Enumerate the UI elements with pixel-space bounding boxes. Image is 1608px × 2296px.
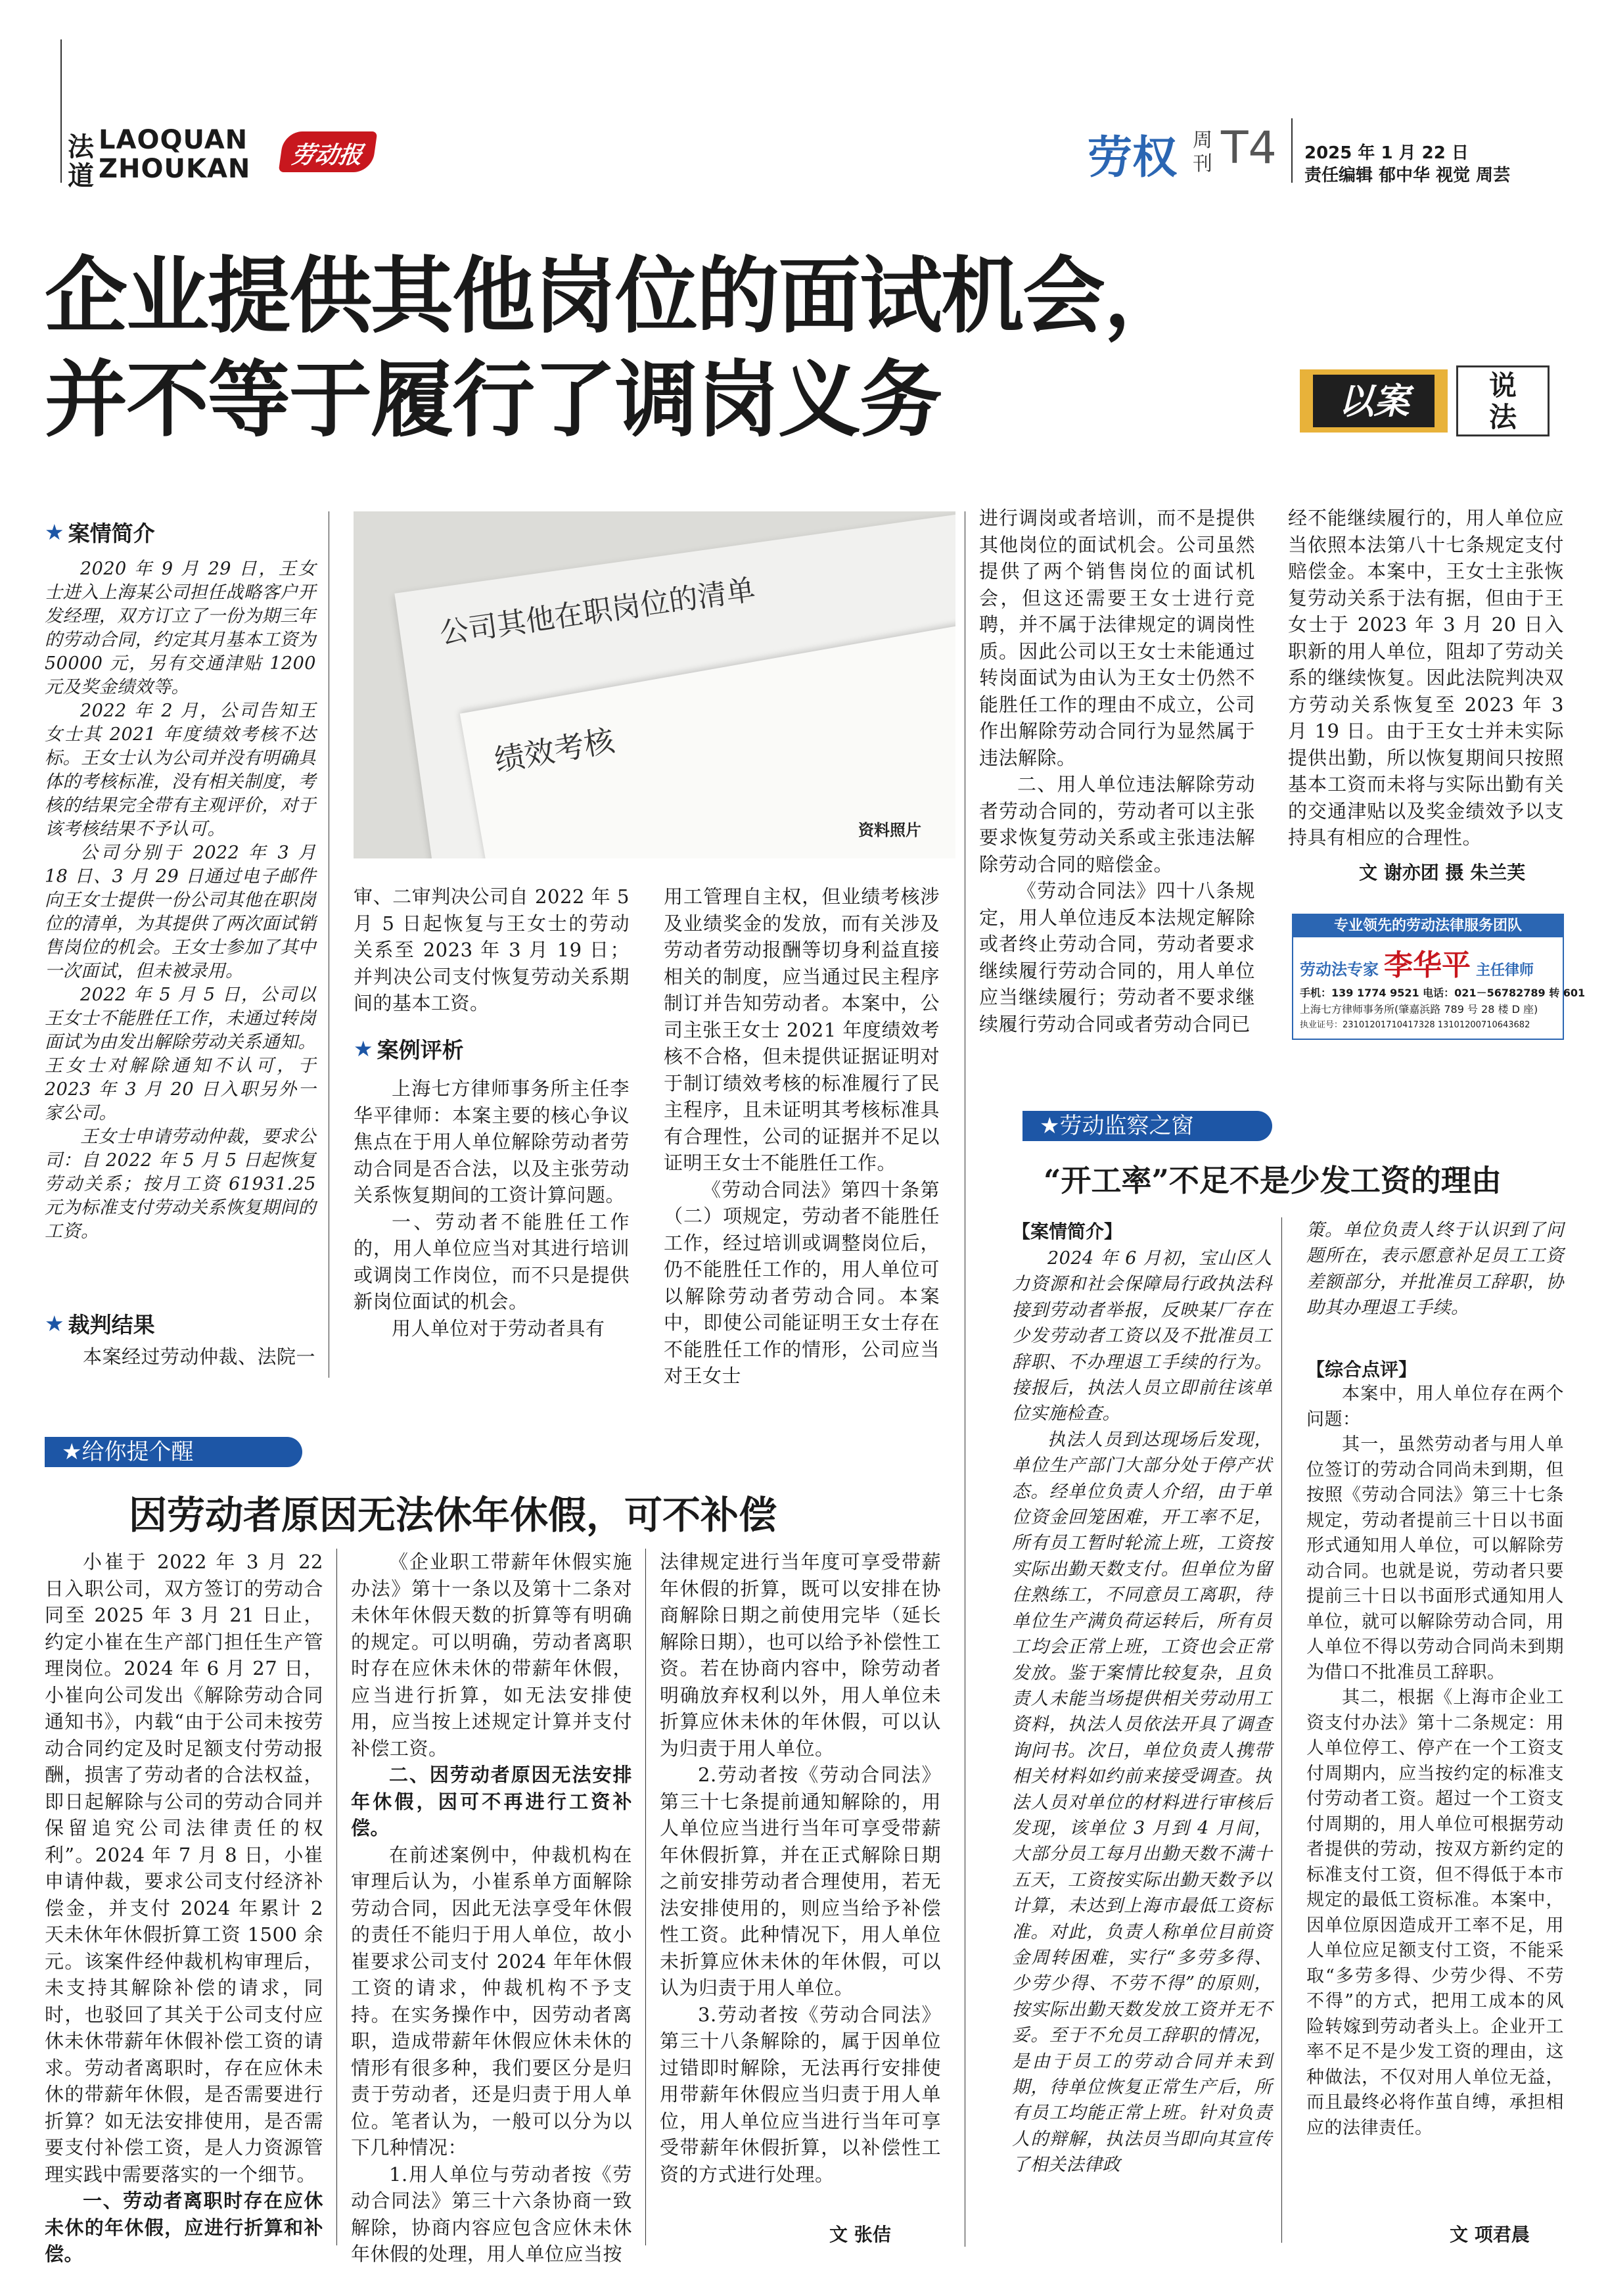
- story3-para: 3.劳动者按《劳动合同法》第三十八条解除的，属于因单位过错即时解除，无法再行安排使用带薪年休假应当归责于用人单位，用人单位应当进行当年可享受带薪年休假折算，以补偿性工资的方式进行处理。: [660, 2003, 941, 2186]
- story3-title: 因劳动者原因无法休年休假，可不补偿: [129, 1493, 777, 1537]
- story1-para: 经不能继续履行的，用人单位应当依照本法第八十七条规定支付赔偿金。本案中，王女士主张恢复劳动关系于法有据，但由于王女士于 2023 年 3 月 20 日入职新的用人单位，阻却了劳动关系的继续恢复。因此法院判决双方劳动关系恢复至 2023 年 3 月 19 日。由于王女士并未实际提供出勤，所以恢复期间只按照基本工资而未将与实际出勤有关的交通津贴以及奖金绩效予以支持具有相应的合理性。: [1288, 507, 1564, 849]
- story3-byline: 文 张佶: [829, 2224, 891, 2245]
- story2-title: “开工率”不足不是少发工资的理由: [1044, 1163, 1502, 1198]
- story3-subhead: 一、劳动者离职时存在应休未休的年休假，应进行折算和补偿。: [45, 2190, 323, 2265]
- story3-col3: [660, 1549, 941, 2188]
- newspaper-logo-text: 劳动报: [289, 141, 365, 169]
- masthead-dao: 道: [68, 161, 94, 191]
- story1-col2: [354, 883, 630, 1017]
- masthead-left-rule: [60, 39, 62, 183]
- column-badge: [1300, 365, 1550, 436]
- section-bar-reminder: ★给你提个醒: [45, 1437, 302, 1467]
- story1-para: 《劳动合同法》第四十条第（二）项规定，劳动者不能胜任工作，经过培训或调整岗位后，仍不能胜任工作的，用人单位可以解除劳动者劳动合同。本案中，即使公司能证明王女士存在不能胜任工作的情形，公司应当对王女士: [664, 1178, 940, 1387]
- story2-byline: 文 项君晨: [1450, 2224, 1530, 2245]
- star-icon: ★: [45, 1311, 64, 1336]
- section-case-summary-title: 案情简介: [68, 521, 155, 546]
- masthead-fa: 法: [68, 132, 94, 162]
- photo-paper2-text: 绩效考核: [492, 722, 617, 779]
- story1-para: 一、劳动者不能胜任工作的，用人单位应当对其进行培训或调岗工作岗位，而不只是提供新岗位面试的机会。: [354, 1210, 630, 1313]
- badge-right-top: 说: [1488, 369, 1517, 402]
- star-icon: ★: [45, 519, 64, 545]
- badge-left-text: 以案: [1338, 380, 1410, 422]
- story2-para: 其一，虽然劳动者与用人单位签订的劳动合同尚未到期，但按照《劳动合同法》第三十七条规定，劳动者提前三十日以书面形式通知用人单位，可以解除劳动合同。也就是说，劳动者只要提前三十日以书面形式通知用人单位，就可以解除劳动合同，用人单位不得以劳动合同尚未到期为借口不批准员工辞职。: [1306, 1434, 1564, 1683]
- section-analysis-title: 案例评析: [377, 1037, 464, 1063]
- ad-license: 执业证号：23101201710417328 13101200710643682: [1300, 1020, 1530, 1030]
- story2-heading-case: 【案情简介】: [1012, 1221, 1123, 1242]
- story1-para: 2020 年 9 月 29 日，王女士进入上海某公司担任战略客户开发经理，双方订立了一份为期三年的劳动合同，约定其月基本工资为 50000 元，另有交通津贴 1200 元及奖金绩效等。: [45, 559, 316, 697]
- story2-para: 策。单位负责人终于认识到了问题所在，表示愿意补足员工工资差额部分，并批准员工辞职，协助其办理退工手续。: [1306, 1220, 1564, 1319]
- section-zhou: 周: [1193, 129, 1212, 152]
- story3-para: 法律规定进行当年度可享受带薪年休假的折算，既可以安排在协商解除日期之前使用完毕（延长解除日期），也可以给予补偿性工资。若在协商内容中，除劳动者明确放弃权利以外，用人单位未折算应休未休的年休假，可以认为归责于用人单位。: [660, 1551, 942, 1760]
- page-editors: 责任编辑 郁中华 视觉 周芸: [1304, 166, 1511, 185]
- story2-right-col: [1306, 1382, 1564, 2141]
- ad-phone: 手机：139 1774 9521 电话：021－56782789 转 601: [1300, 987, 1586, 999]
- story1-para: 二、用人单位违法解除劳动者劳动合同的，劳动者可以主张要求恢复劳动关系或主张违法解除劳动合同的赔偿金。: [979, 773, 1255, 876]
- story3-para: 《企业职工带薪年休假实施办法》第十一条以及第十二条对未休年休假天数的折算等有明确的规定。可以明确，劳动者离职时存在应休未休的带薪年休假，应当进行折算，如无法安排使用，应当按上述规定计算并支付补偿工资。: [351, 1551, 632, 1760]
- badge-right: [1456, 365, 1550, 436]
- section-case-summary: [45, 517, 155, 548]
- ad-title: 主任律师: [1476, 962, 1534, 979]
- badge-right-bottom: 法: [1488, 401, 1517, 433]
- story3-para: 在前述案例中，仲裁机构在审理后认为，小崔系单方面解除劳动合同，因此无法享受年休假的责任不能归于用人单位，故小崔要求公司支付 2024 年年休假工资的请求，仲裁机构不予支持。在实务操作中，因劳动者离职，造成带薪年休假应休未休的情形有很多种，我们要区分是归责于劳动者，还是归责于用人单位。笔者认为，一般可以分为以下几种情况：: [351, 1843, 632, 2159]
- story3-para: 1.用人单位与劳动者按《劳动合同法》第三十六条协商一致解除，协商内容应包含应休未休年休假的处理，用人单位应当按: [351, 2163, 632, 2265]
- story1-para: 进行调岗或者培训，而不是提供其他岗位的面试机会。公司虽然提供了两个销售岗位的面试机会，但这还需要王女士进行竞聘，并不属于法律规定的调岗性质。因此公司以王女士未能通过转岗面试为由认为王女士仍然不能胜任工作的理由不成立，公司作出解除劳动合同行为显然属于违法解除。: [979, 507, 1255, 769]
- masthead-right-rule: [1291, 118, 1293, 183]
- story1-para: 用工管理自主权，但业绩考核涉及业绩奖金的发放，而有关涉及劳动者劳动报酬等切身利益直接相关的制度，应当通过民主程序制订并告知劳动者。本案中，公司主张王女士 2021 年度绩效考核不合格，但未提供证据证明对于制订绩效考核的标准履行了民主程序，且未证明其考核标准具有合理性，公司的证据并不足以证明王女士不能胜任工作。: [664, 885, 940, 1174]
- section-bar-labor-inspection: ★劳动监察之窗: [1022, 1111, 1272, 1141]
- section-title-laoquan: 劳权: [1088, 132, 1178, 184]
- story3-para: 小崔于 2022 年 3 月 22 日入职公司，双方签订的劳动合同至 2025 年 3 月 21 日止，约定小崔在生产部门担任生产管理岗位。2024 年 6 月 27 日，小崔向公司发出《解除劳动合同通知书》，内载“由于公司未按劳动合同约定及时足额支付劳动报酬，损害了劳动者的合法权益，即日起解除与公司的劳动合同并保留追究公司法律责任的权利”。2024 年 7 月 8 日，小崔申请仲裁，要求公司支付经济补偿金，并支付 2024 年累计 2 天未休年休假折算工资 1500 余元。该案件经仲裁机构审理后，未支持其解除补偿的请求，同时，也驳回了其关于公司支付应休未休带薪年休假补偿工资的请求。劳动者离职时，存在应休未休的带薪年休假，是否需要进行折算？如无法安排使用，是否需要支付补偿工资，是人力资源管理实践中需要落实的一个细节。: [45, 1551, 323, 2186]
- section-analysis: [354, 1033, 464, 1064]
- story1-para: 2022 年 2 月，公司告知王女士其 2021 年度绩效考核不达标。王女士认为公司并没有明确具体的考核标准，没有相关制度，考核的结果完全带有主观评价，对于该考核结果不予认可。: [45, 701, 316, 839]
- newspaper-logo: [279, 131, 378, 172]
- story3-col1: [45, 1549, 323, 2268]
- story1-para: 本案经过劳动仲裁、法院一: [83, 1346, 316, 1368]
- photo: [354, 511, 955, 858]
- section-verdict: [45, 1308, 155, 1339]
- photo-paper1-text: 公司其他在职岗位的清单: [438, 573, 758, 651]
- ad-address: 上海七方律师事务所(肇嘉浜路 789 号 28 楼 D 座): [1300, 1003, 1538, 1016]
- masthead-laoquan: LAOQUAN: [99, 125, 248, 155]
- star-icon: ★: [354, 1036, 373, 1062]
- photo-caption: 资料照片: [858, 821, 921, 839]
- issue-date: 2025 年 1 月 22 日: [1304, 143, 1469, 163]
- section-kan: 刊: [1193, 152, 1212, 176]
- ad-name: 李华平: [1384, 949, 1471, 982]
- badge-left-inner: [1313, 375, 1435, 427]
- story1-para: 公司分别于 2022 年 3 月 18 日、3 月 29 日通过电子邮件向王女士提供一份公司其他在职岗位的清单，为其提供了两次面试销售岗位的机会。王女士参加了其中一次面试，但未被录用。: [45, 843, 316, 981]
- story1-col2-analysis: [354, 1075, 630, 1342]
- story2-para: 其二，根据《上海市企业工资支付办法》第十二条规定：用人单位停工、停产在一个工资支付周期内，应当按约定的标准支付劳动者工资。超过一个工资支付周期的，用人单位可根据劳动者提供的劳动，按双方新约定的标准支付工资，但不得低于本市规定的最低工资标准。本案中，因单位原因造成开工率不足，用人单位应足额支付工资，不能采取“多劳多得、少劳少得、不劳不得”的方式，把用工成本的风险转嫁到劳动者头上。企业开工率不足不是少发工资的理由，这种做法，不仅对用人单位无益，而且最终必将作茧自缚，承担相应的法律责任。: [1306, 1687, 1564, 2138]
- story2-right-top: [1306, 1217, 1564, 1321]
- story1-para: 用人单位对于劳动者具有: [392, 1317, 605, 1340]
- story2-para: 2024 年 6 月初，宝山区人力资源和社会保障局行政执法科接到劳动者举报，反映某厂存在少发劳动者工资以及不批准员工辞职、不办理退工手续的行为。接报后，执法人员立即前往该单位实施检查。: [1012, 1248, 1272, 1424]
- story1-para: 上海七方律师事务所主任李华平律师：本案主要的核心争议焦点在于用人单位解除劳动者劳动合同是否合法，以及主张劳动关系恢复期间的工资计算问题。: [354, 1077, 630, 1206]
- lawyer-ad: [1292, 914, 1586, 1040]
- story1-col4: [979, 505, 1255, 1037]
- ad-label: 劳动法专家: [1300, 960, 1379, 979]
- story2-para: 执法人员到达现场后发现，单位生产部门大部分处于停产状态。经单位负责人介绍，由于单位资金回笼困难，开工率不足，所有员工暂时轮流上班，工资按实际出勤天数支付。但单位为留住熟练工，不同意员工离职，待单位生产满负荷运转后，所有员工均会正常上班，工资也会正常发放。鉴于案情比较复杂，且负责人未能当场提供相关劳动用工资料，执法人员依法开具了调查询问书。次日，单位负责人携带相关材料如约前来接受调查。执法人员对单位的材料进行审核后发现，该单位 3 月到 4 月间，大部分员工每月出勤天数不满十五天，工资按实际出勤天数予以计算，未达到上海市最低工资标准。对此，负责人称单位目前资金周转困难，实行“多劳多得、少劳少得、不劳不得”的原则，按实际出勤天数发放工资并无不妥。至于不允员工辞职的情况，是由于员工的劳动合同并未到期，待单位恢复正常生产后，所有员工均能正常上班。针对负责人的辩解，执法员当即向其宣传了相关法律政: [1012, 1429, 1272, 2176]
- story1-para: 2022 年 5 月 5 日，公司以王女士不能胜任工作，未通过转岗面试为由发出解除劳动关系通知。王女士对解除通知不认可，于 2023 年 3 月 20 日入职另外一家公司。: [45, 985, 316, 1123]
- headline-line1: 企业提供其他岗位的面试机会，: [45, 247, 1185, 344]
- story1-para: 王女士申请劳动仲裁，要求公司：自 2022 年 5 月 5 日起恢复劳动关系；按月工资 61931.25 元为标准支付劳动关系恢复期间的工资。: [45, 1127, 316, 1242]
- column-rule: [645, 1549, 646, 2245]
- column-rule: [336, 1549, 337, 2245]
- story1-byline: 文 谢亦团 摄 朱兰芙: [1359, 862, 1526, 883]
- story2-heading-comment: 【综合点评】: [1306, 1359, 1417, 1380]
- story3-col2: [351, 1549, 632, 2268]
- story3-para: 2.劳动者按《劳动合同法》第三十七条提前通知解除的，用人单位应当进行当年可享受带薪年休假折算，并在正式解除日期之前安排劳动者合理使用，若无法安排使用的，则应当给予补偿性工资。此种情况下，用人单位未折算应休未休的年休假，可以认为归责于用人单位。: [660, 1764, 941, 1999]
- story2-left-col: [1012, 1246, 1272, 2178]
- section-verdict-title: 裁判结果: [68, 1312, 155, 1338]
- ad-top: 专业领先的劳动法律服务团队: [1293, 915, 1563, 937]
- story1-col1-tail: [45, 1344, 316, 1371]
- story1-para: 审、二审判决公司自 2022 年 5 月 5 日起恢复与王女士的劳动关系至 2023 年 3 月 19 日；并判决公司支付恢复劳动关系期间的基本工资。: [354, 885, 630, 1014]
- badge-left: [1300, 369, 1448, 433]
- story1-para: 《劳动合同法》四十八条规定，用人单位违反本法规定解除或者终止劳动合同，劳动者要求继续履行劳动合同的，用人单位应当继续履行；劳动者不要求继续履行劳动合同或者劳动合同已: [979, 879, 1255, 1035]
- column-rule: [1281, 1217, 1282, 2243]
- page-number: T4: [1221, 122, 1277, 174]
- story1-col3: [664, 883, 940, 1390]
- story1-col5: [1288, 505, 1564, 851]
- headline-line2: 并不等于履行了调岗义务: [45, 351, 941, 448]
- story2-para: 本案中，用人单位存在两个问题：: [1306, 1384, 1564, 1430]
- story1-col1: [45, 557, 316, 1244]
- masthead-zhoukan: ZHOUKAN: [99, 154, 251, 184]
- story3-subhead: 二、因劳动者原因无法安排年休假，因可不再进行工资补偿。: [351, 1764, 632, 1839]
